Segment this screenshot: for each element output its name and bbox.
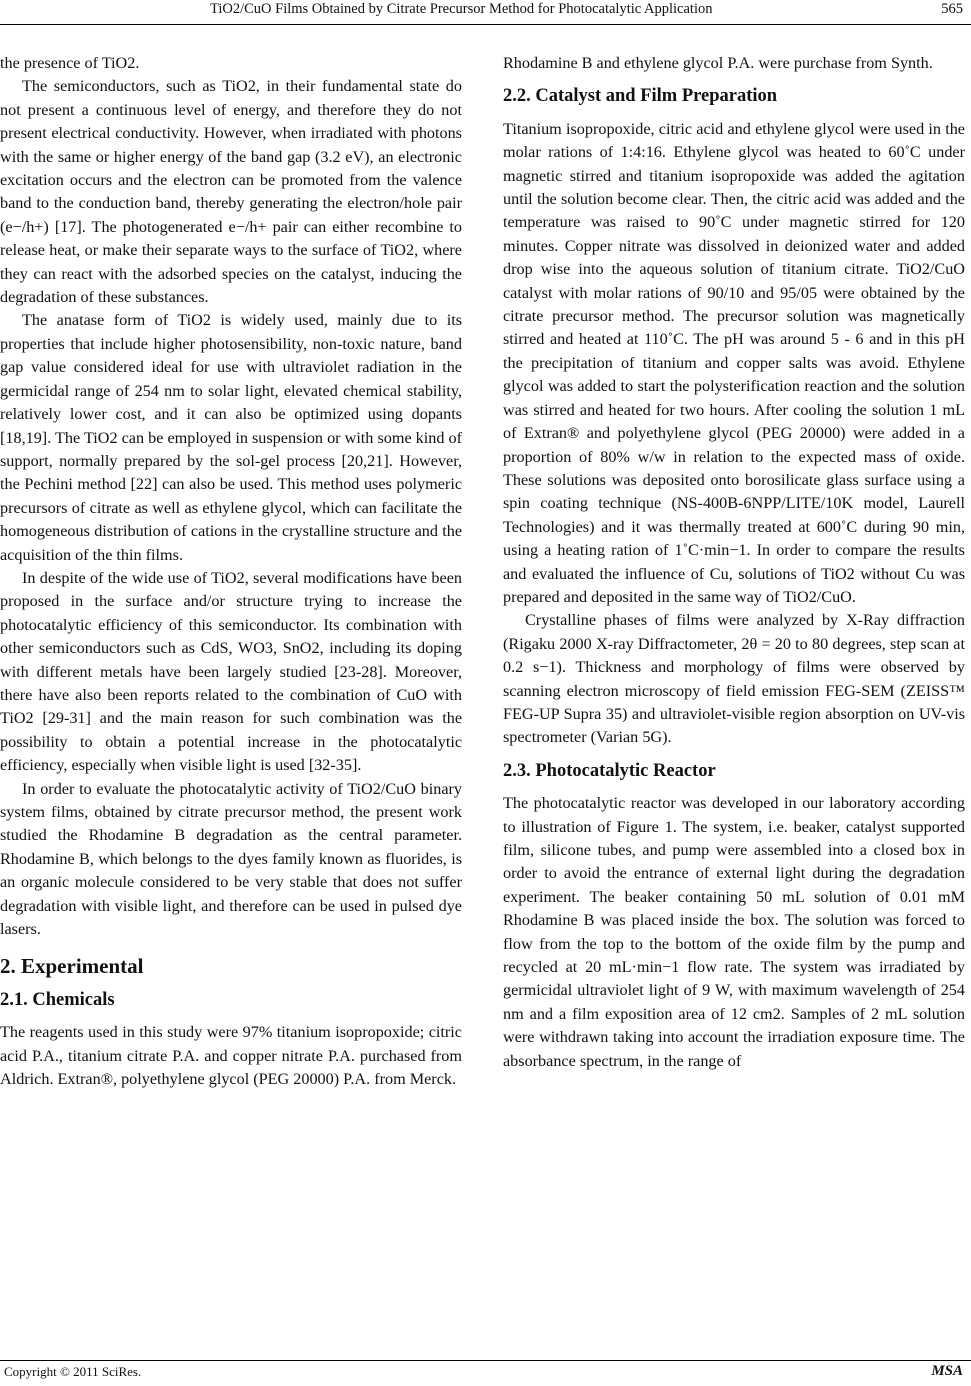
page-header	[0, 0, 971, 20]
paragraph: Rhodamine B and ethylene glycol P.A. were purchase from Synth.	[503, 54, 933, 72]
paragraph: The semiconductors, such as TiO2, in their fundamental state do not present a continuous level of energy, and therefore they do not present electrical conductivity. However, when irradiated with photons with the same or higher energy of the band gap (3.2 eV), an electronic excitation occurs and the electron can be promoted from the valence band to the conduction band, thereby generating the electron/hole pair (e−/h+) [17]. The photogenerated e−/h+ pair can either recombine to release heat, or make their separate ways to the surface of TiO2, where they can react with the adsorbed species on the catalyst, inducing the degradation of these substances.	[0, 77, 462, 307]
subsection-heading: 2.1. Chemicals	[0, 989, 115, 1010]
subsection-heading: 2.2. Catalyst and Film Preparation	[503, 86, 778, 107]
paragraph: Titanium isopropoxide, citric acid and ethylene glycol were used in the molar rations of 1:4:16. Ethylene glycol was heated to 60˚C under magnetic stirred and titanium isopropoxide was added the agitation until the solution become clear. Then, the citric acid was added and the temperature was raised to 90˚C under magnetic stirred for 120 minutes. Copper nitrate was dissolved in deionized water and added drop wise into the aqueous solution of titanium citrate. TiO2/CuO catalyst with molar rations of 90/10 and 95/05 were obtained by the citrate precursor method. The precursor solution was magnetically stirred and heated at 110˚C. The pH was around 5 - 6 and in this pH the precipitation of titanium and copper salts was avoid. Ethylene glycol was added to start the polysterification reaction and the solution was stirred and heated for two hours. After cooling the solution 1 mL of Extran® and polyethylene glycol (PEG 20000) were added in a proportion of 80% w/w in relation to the expected mass of oxide. These solutions was deposited onto borosilicate glass surface using a spin coating technique (NS-400B-6NPP/LITE/10K model, Laurell Technologies) and it was thermally treated at 600˚C during 90 min, using a heating ration of 1˚C·min−1. In order to compare the results and evaluated the influence of Cu, solutions of TiO2 without Cu was prepared and deposited in the same way of TiO2/CuO.	[503, 119, 965, 606]
section-heading: 2. Experimental	[0, 954, 144, 979]
footer-rule	[0, 1360, 971, 1361]
paragraph: the presence of TiO2.	[0, 54, 140, 72]
paragraph: The anatase form of TiO2 is widely used, mainly due to its properties that include higher photosensibility, non-toxic nature, band gap value considered ideal for use with ultraviolet radiation in the germicidal range of 254 nm to solar light, elevated chemical stability, relatively lower cost, and it can also be optimized using dopants [18,19]. The TiO2 can be employed in suspension or with some kind of support, normally prepared by the sol-gel process [20,21]. However, the Pechini method [22] can also be used. This method uses polymeric precursors of citrate as well as ethylene glycol, which can facilitate the homogeneous distribution of cations in the crystalline structure and the acquisition of the thin films.	[0, 311, 462, 564]
page-number: 565	[941, 1, 963, 17]
left-column	[0, 52, 462, 1091]
paragraph: The photocatalytic reactor was developed in our laboratory according to illustration of Figure 1. The system, i.e. beaker, catalyst supported film, silicone tubes, and pump were assembled into a closed box in order to avoid the entrance of external light during the degradation experiment. The beaker containing 50 mL solution of 0.01 mM Rhodamine B was placed inside the box. The solution was forced to flow from the top to the bottom of the oxide film by the pump and recycled at 20 mL·min−1 flow rate. The system was irradiated by germicidal ultraviolet light of 9 W, with maximum wavelength of 254 nm and a film exposition area of 12 cm2. Samples of 2 mL solution were withdrawn taking into account the irradiation exposure time. The absorbance spectrum, in the range of	[503, 794, 965, 1070]
journal-abbreviation: MSA	[931, 1363, 963, 1379]
running-title: TiO2/CuO Films Obtained by Citrate Precursor Method for Photocatalytic Application	[210, 1, 713, 17]
paragraph: Crystalline phases of films were analyzed by X-Ray diffraction (Rigaku 2000 X-ray Diffractometer, 2θ = 20 to 80 degrees, step scan at 0.2 s−1). Thickness and morphology of films were observed by scanning electron microscopy of field emission FEG-SEM (ZEISS™ FEG-UP Supra 35) and ultraviolet-visible region absorption on UV-vis spectrometer (Varian 5G).	[503, 611, 965, 747]
paragraph: The reagents used in this study were 97% titanium isopropoxide; citric acid P.A., titanium citrate P.A. and copper nitrate P.A. purchased from Aldrich. Extran®, polyethylene glycol (PEG 20000) P.A. from Merck.	[0, 1023, 462, 1089]
right-column	[503, 52, 965, 1073]
paragraph: In order to evaluate the photocatalytic activity of TiO2/CuO binary system films, obtained by citrate precursor method, the present work studied the Rhodamine B degradation as the central parameter. Rhodamine B, which belongs to the dyes family known as fluorides, is an organic molecule considered to be very stable that does not suffer degradation with visible light, and therefore can be used in pulsed dye lasers.	[0, 779, 462, 939]
paragraph: In despite of the wide use of TiO2, several modifications have been proposed in the surface and/or structure trying to increase the photocatalytic efficiency of this semiconductor. Its combination with other semiconductors such as CdS, WO3, SnO2, including its doping with different metals have been largely studied [23-28]. Moreover, there have also been reports related to the combination of CuO with TiO2 [29-31] and the main reason for such combination was the possibility to obtain a potential increase in the photocatalytic efficiency, especially when visible light is used [32-35].	[0, 568, 462, 775]
copyright-notice: Copyright © 2011 SciRes.	[4, 1364, 142, 1379]
header-rule	[0, 24, 971, 25]
subsection-heading: 2.3. Photocatalytic Reactor	[503, 760, 716, 781]
page-footer	[0, 1360, 971, 1386]
